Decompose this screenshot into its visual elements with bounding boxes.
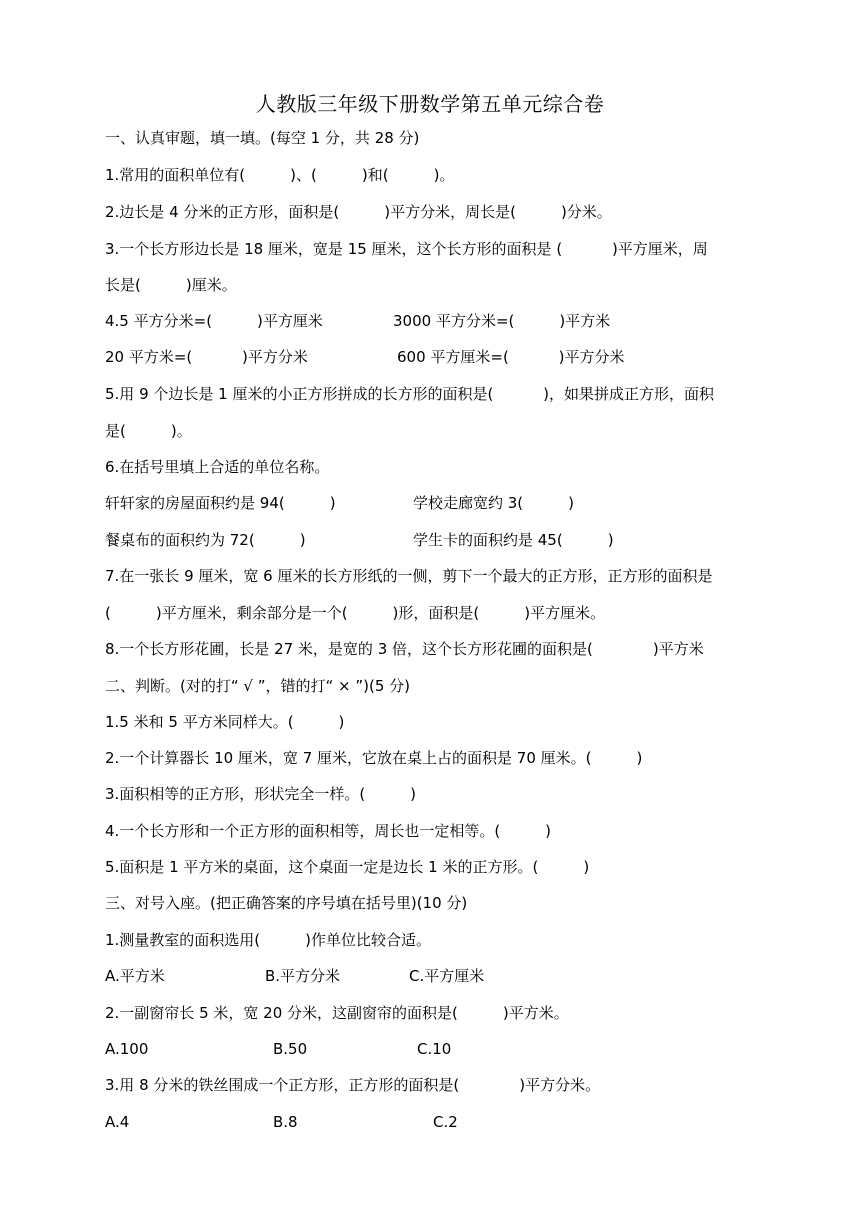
- s1-question-8: 8.一个长方形花圃，长是 27 米，是宽的 3 倍，这个长方形花圃的面积是( )平方米: [105, 640, 704, 658]
- s1-question-1: 1.常用的面积单位有( )、( )和( )。: [105, 166, 455, 184]
- page-title: 人教版三年级下册数学第五单元综合卷: [255, 92, 605, 116]
- s1-q6-item-c: 餐桌布的面积约为 72( ): [105, 531, 306, 549]
- s2-question-2: 2.一个计算器长 10 厘米，宽 7 厘米，它放在桌上占的面积是 70 厘米。( ): [105, 749, 643, 767]
- section-3-heading: 三、对号入座。(把正确答案的序号填在括号里)(10 分): [105, 894, 468, 912]
- option-b: B.8: [273, 1113, 298, 1131]
- s2-question-5: 5.面积是 1 平方米的桌面，这个桌面一定是边长 1 米的正方形。( ): [105, 858, 590, 876]
- s1-question-5-line-1: 5.用 9 个边长是 1 厘米的小正方形拼成的长方形的面积是( )，如果拼成正方形，面积: [105, 385, 714, 403]
- s1-question-5-line-2: 是( )。: [105, 422, 192, 440]
- s3-question-3: 3.用 8 分米的铁丝围成一个正方形，正方形的面积是( )平方分米。: [105, 1076, 601, 1094]
- s1-question-3-line-2: 长是( )厘米。: [105, 276, 237, 294]
- section-2-heading: 二、判断。(对的打“ √ ”，错的打“ × ”)(5 分): [105, 677, 411, 695]
- s2-question-4: 4.一个长方形和一个正方形的面积相等，周长也一定相等。( ): [105, 822, 552, 840]
- option-a: A.100: [105, 1040, 149, 1058]
- s1-question-7-line-2: ( )平方厘米，剩余部分是一个( )形，面积是( )平方厘米。: [105, 604, 606, 622]
- s1-q6-item-b: 学校走廊宽约 3( ): [413, 494, 575, 512]
- s1-question-2: 2.边长是 4 分米的正方形，面积是( )平方分米，周长是( )分米。: [105, 203, 612, 221]
- s1-q4-item-d: 600 平方厘米=( )平方分米: [397, 348, 625, 366]
- s1-q4-item-b: 3000 平方分米=( )平方米: [393, 312, 611, 330]
- option-c: C.平方厘米: [409, 967, 485, 985]
- section-1-heading: 一、认真审题，填一填。(每空 1 分，共 28 分): [105, 129, 420, 147]
- s1-question-7-line-1: 7.在一张长 9 厘米，宽 6 厘米的长方形纸的一侧，剪下一个最大的正方形，正方形的面积是: [105, 567, 713, 585]
- s3-question-1: 1.测量教室的面积选用( )作单位比较合适。: [105, 931, 432, 949]
- s1-q6-item-a: 轩轩家的房屋面积约是 94( ): [105, 494, 336, 512]
- s1-q4-item-c: 20 平方米=( )平方分米: [105, 348, 308, 366]
- option-a: A.平方米: [105, 967, 165, 985]
- s2-question-3: 3.面积相等的正方形，形状完全一样。( ): [105, 785, 417, 803]
- option-c: C.10: [417, 1040, 452, 1058]
- option-c: C.2: [433, 1113, 458, 1131]
- s3-question-2: 2.一副窗帘长 5 米，宽 20 分米，这副窗帘的面积是( )平方米。: [105, 1004, 569, 1022]
- option-b: B.50: [273, 1040, 308, 1058]
- option-a: A.4: [105, 1113, 130, 1131]
- s1-q4-item-a: 4.5 平方分米=( )平方厘米: [105, 312, 323, 330]
- s1-question-3-line-1: 3.一个长方形边长是 18 厘米，宽是 15 厘米，这个长方形的面积是 ( )平方厘米，周: [105, 240, 708, 258]
- s1-question-6-intro: 6.在括号里填上合适的单位名称。: [105, 458, 330, 476]
- s2-question-1: 1.5 米和 5 平方米同样大。( ): [105, 713, 345, 731]
- s1-q6-item-d: 学生卡的面积约是 45( ): [413, 531, 614, 549]
- option-b: B.平方分米: [265, 967, 341, 985]
